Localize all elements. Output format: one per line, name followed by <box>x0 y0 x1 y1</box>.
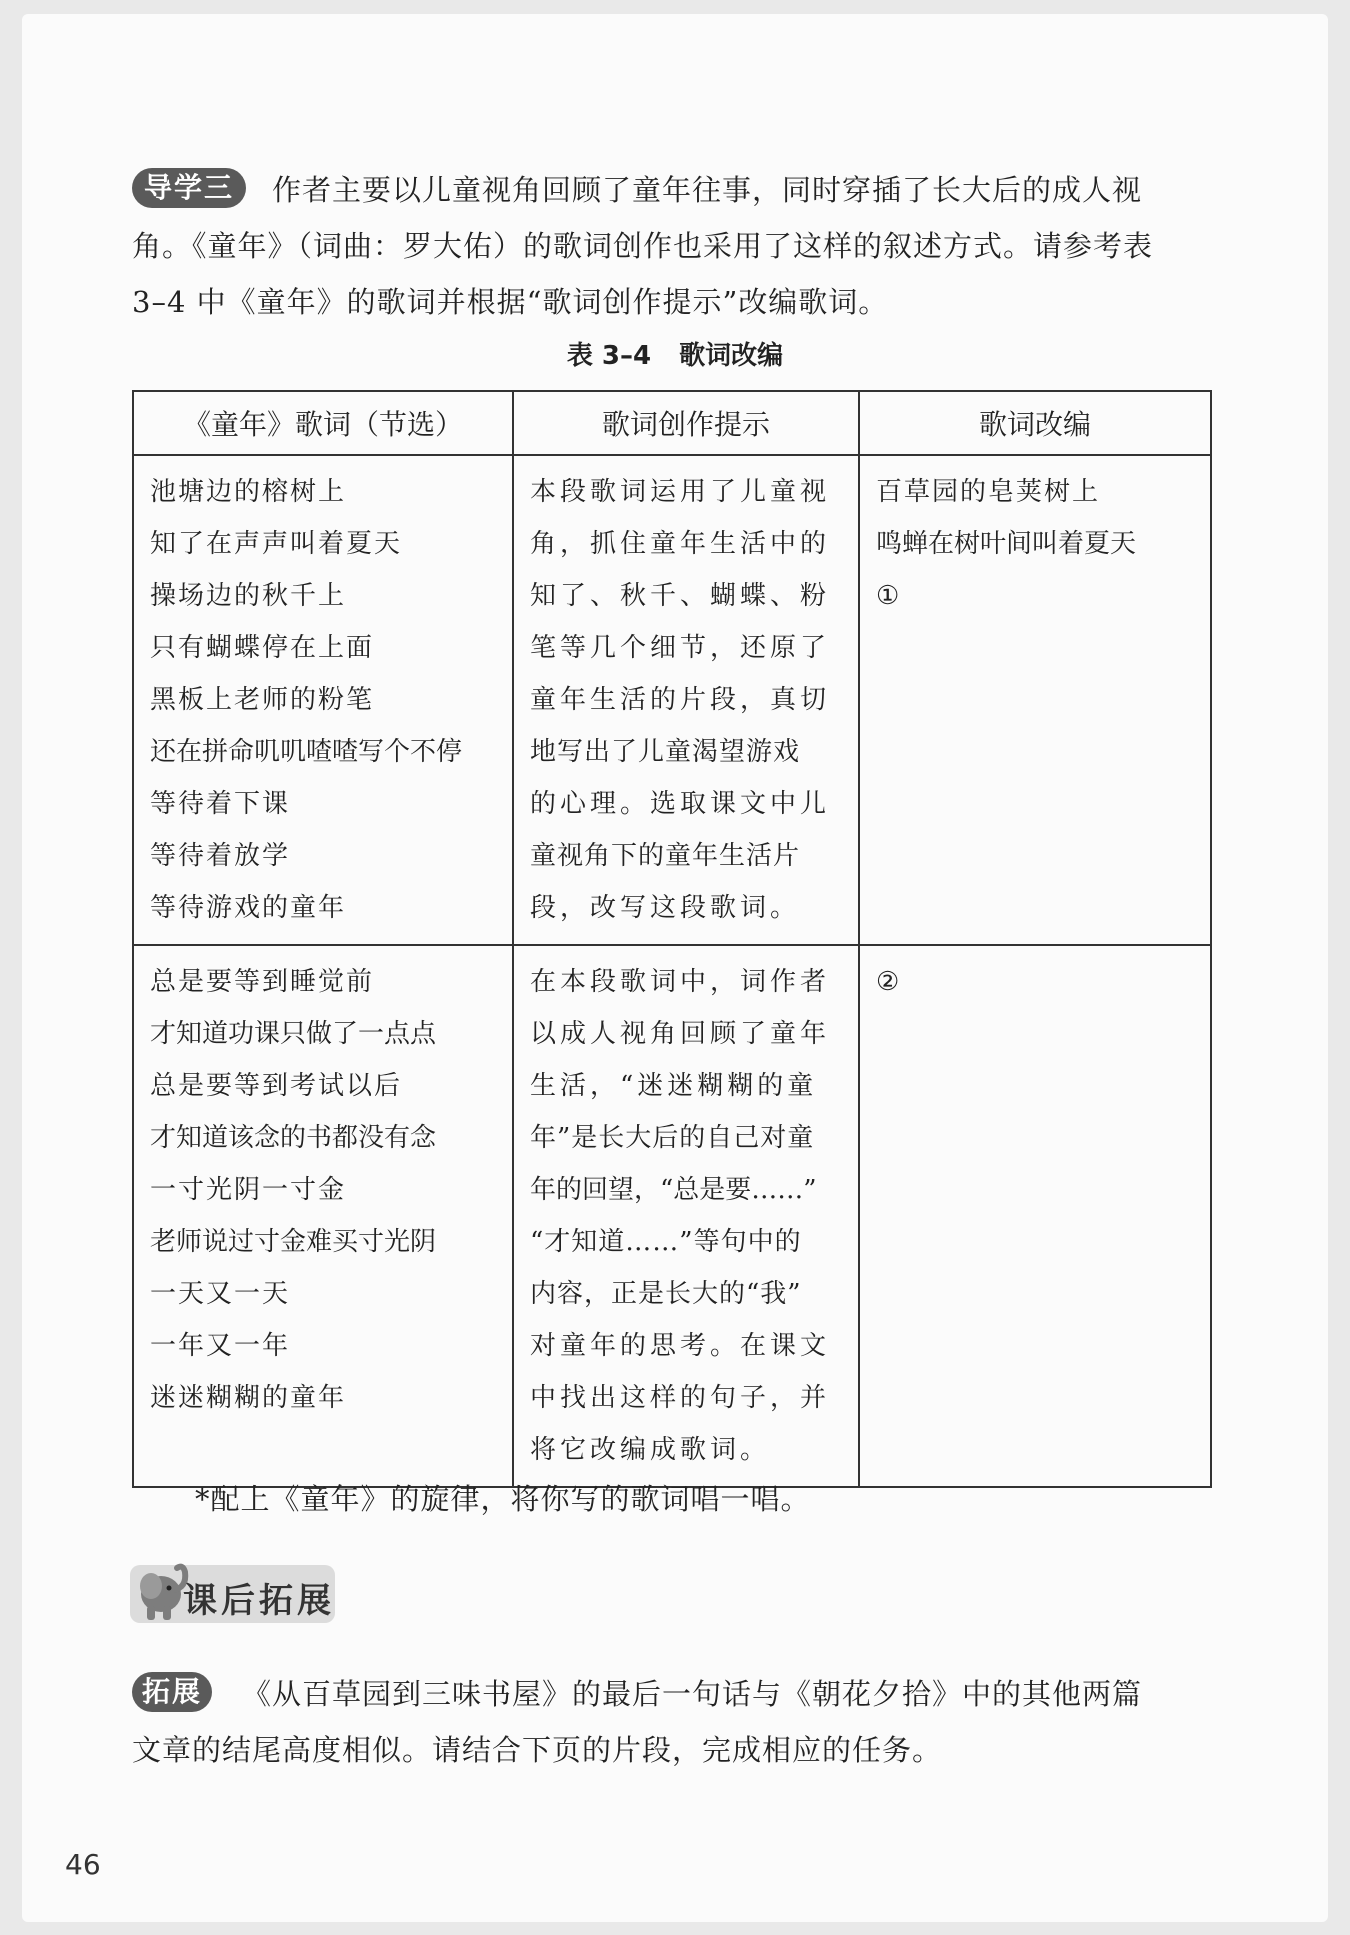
lyric-line: 总是要等到睡觉前 <box>150 967 375 997</box>
header-writing-hint: 歌词创作提示 <box>513 391 859 455</box>
hint-line: “才知道……”等句中的 <box>530 1227 802 1257</box>
lyric-line: 才知道功课只做了一点点 <box>150 1019 437 1049</box>
writing-hint-cell <box>513 455 859 945</box>
hint-line: 本段歌词运用了儿童视 <box>530 477 831 507</box>
page-number: 46 <box>65 1848 101 1881</box>
extension-line: 《从百草园到三味书屋》的最后一句话与《朝花夕拾》中的其他两篇 <box>242 1677 1143 1711</box>
original-lyrics-cell <box>133 945 513 1487</box>
hint-line: 童年生活的片段，真切 <box>530 685 831 715</box>
table-title: 歌词改编 <box>679 341 784 371</box>
hint-line: 中找出这样的句子，并 <box>530 1383 831 1413</box>
hint-line: 将它改编成歌词。 <box>530 1435 771 1465</box>
adapted-lyrics-cell[interactable] <box>859 455 1211 945</box>
header-original-lyrics: 《童年》歌词（节选） <box>133 391 513 455</box>
hint-line: 笔等几个细节，还原了 <box>530 633 831 663</box>
lyric-line: 总是要等到考试以后 <box>150 1071 403 1101</box>
table-caption <box>0 335 1350 372</box>
lyric-line: 迷迷糊糊的童年 <box>150 1383 347 1413</box>
lyric-line: 一天又一天 <box>150 1279 291 1309</box>
lyric-line: 操场边的秋千上 <box>150 581 347 611</box>
lyric-line: 才知道该念的书都没有念 <box>150 1123 437 1153</box>
lyric-line: 一年又一年 <box>150 1331 291 1361</box>
extension-line: 文章的结尾高度相似。请结合下页的片段，完成相应的任务。 <box>132 1733 943 1767</box>
header-adapted-lyrics: 歌词改编 <box>859 391 1211 455</box>
guide-line: 角。《童年》（词曲：罗大佑）的歌词创作也采用了这样的叙述方式。请参考表 <box>132 229 1154 263</box>
table-row <box>133 945 1211 1487</box>
adapted-line: 百草园的皂荚树上 <box>876 477 1101 507</box>
hint-line: 在本段歌词中，词作者 <box>530 967 831 997</box>
hint-line: 对童年的思考。在课文 <box>530 1331 831 1361</box>
hint-line: 的心理。选取课文中儿 <box>530 789 831 819</box>
lyric-line: 知了在声声叫着夏天 <box>150 529 403 559</box>
hint-line: 地写出了儿童渴望游戏 <box>530 737 801 767</box>
lyric-line: 等待游戏的童年 <box>150 893 347 923</box>
writing-hint-cell <box>513 945 859 1487</box>
adapted-lyrics-cell[interactable] <box>859 945 1211 1487</box>
table-row <box>133 455 1211 945</box>
answer-blank-marker: ① <box>876 581 900 611</box>
hint-line: 年的回望，“总是要……” <box>530 1175 817 1205</box>
hint-line: 角，抓住童年生活中的 <box>530 529 831 559</box>
hint-line: 童视角下的童年生活片 <box>530 841 801 871</box>
lyric-line: 等待着下课 <box>150 789 291 819</box>
answer-blank-marker: ② <box>876 967 900 997</box>
lyric-line: 池塘边的榕树上 <box>150 477 347 507</box>
lyric-line: 一寸光阴一寸金 <box>150 1175 347 1205</box>
extension-paragraph <box>112 1666 1242 1778</box>
extension-badge: 拓展 <box>132 1672 212 1712</box>
table-number: 表 3–4 <box>566 341 652 371</box>
hint-line: 年”是长大后的自己对童 <box>530 1123 815 1153</box>
hint-line: 生活，“迷迷糊糊的童 <box>530 1071 818 1101</box>
original-lyrics-cell <box>133 455 513 945</box>
hint-line: 内容，正是长大的“我” <box>530 1279 802 1309</box>
guide-line: 作者主要以儿童视角回顾了童年往事，同时穿插了长大后的成人视 <box>272 173 1143 207</box>
adapted-line: 鸣蝉在树叶间叫着夏天 <box>876 529 1137 559</box>
guide-line: 3–4 中《童年》的歌词并根据“歌词创作提示”改编歌词。 <box>132 285 889 319</box>
guide-badge: 导学三 <box>132 168 246 208</box>
lyric-line: 等待着放学 <box>150 841 291 871</box>
lyric-line: 还在拼命叽叽喳喳写个不停 <box>150 737 463 767</box>
lyric-line: 只有蝴蝶停在上面 <box>150 633 375 663</box>
hint-line: 以成人视角回顾了童年 <box>530 1019 831 1049</box>
hint-line: 段，改写这段歌词。 <box>530 893 801 923</box>
table-header-row <box>133 391 1211 455</box>
lyric-line: 黑板上老师的粉笔 <box>150 685 375 715</box>
lyrics-table <box>132 390 1212 1488</box>
singing-note: *配上《童年》的旋律，将你写的歌词唱一唱。 <box>195 1482 811 1516</box>
hint-line: 知了、秋千、蝴蝶、粉 <box>530 581 831 611</box>
guide-paragraph <box>112 162 1242 330</box>
lyric-line: 老师说过寸金难买寸光阴 <box>150 1227 437 1257</box>
section-title: 课后拓展 <box>183 1581 335 1621</box>
